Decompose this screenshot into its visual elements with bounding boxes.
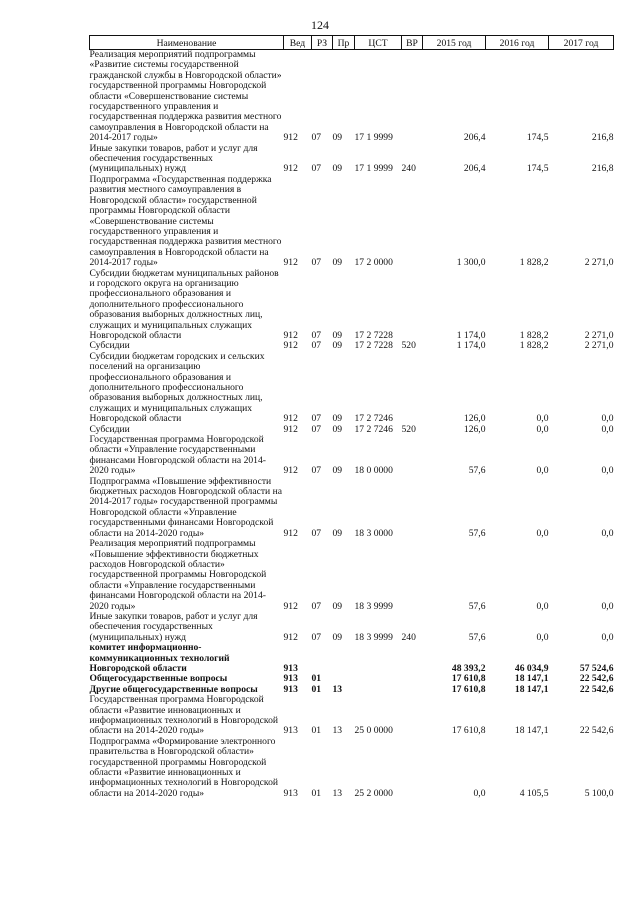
table-row [90,643,614,674]
table-row [90,477,614,539]
table-row [90,50,614,144]
row-cst-cell: 17 2 7228 [354,340,393,352]
row-ved-cell: 912 [283,465,298,477]
row-2015-cell: 1 174,0 [456,340,486,352]
row-rz-cell: 07 [311,527,322,539]
row-ved-cell: 913 [283,725,298,737]
row-2015-cell: 57,6 [468,631,486,643]
row-2016-cell: 18 147,1 [514,683,549,695]
row-2016-cell: 1 828,2 [519,257,549,269]
row-2015-cell: 17 610,8 [451,683,486,695]
row-2016-cell: 0,0 [536,631,549,643]
row-2017-cell: 22 542,6 [579,683,614,695]
row-vr-cell: 520 [401,340,416,352]
row-2015-cell: 1 174,0 [456,329,486,341]
row-2017-cell: 0,0 [601,423,614,435]
row-2015-cell: 17 610,8 [451,673,486,685]
row-vr-cell [402,539,423,612]
row-cst-cell [355,674,402,684]
row-2016-cell: 0,0 [536,423,549,435]
row-2015-cell: 206,4 [463,163,486,175]
row-rz-cell: 01 [311,673,322,685]
row-pr-cell: 13 [332,787,343,799]
row-name-cell: Подпрограмма «Формирование электронного правительства в Новгородской области» государственной программы Новгородской области «Развитие инновационных и информационных технологий в Новгородской области на 2014-2020 годы» [89,735,279,799]
row-ved-cell: 912 [283,631,298,643]
row-2015-cell: 57,6 [468,600,486,612]
col-header-2016: 2016 год [486,36,549,50]
row-vr-cell [402,352,423,425]
row-2016-cell: 0,0 [536,465,549,477]
row-pr-cell: 09 [332,527,343,539]
row-vr-cell [402,685,423,695]
row-2016-cell: 1 828,2 [519,329,549,341]
row-2017-cell: 0,0 [601,527,614,539]
row-pr-cell: 09 [332,631,343,643]
row-cst-cell [355,643,402,674]
row-2017-cell: 0,0 [601,600,614,612]
row-ved-cell: 912 [283,329,298,341]
col-header-cst: ЦСТ [355,36,402,50]
row-rz-cell: 07 [311,329,322,341]
row-2016-cell: 0,0 [536,527,549,539]
table-row [90,352,614,425]
row-vr-cell [402,175,423,269]
row-2015-cell: 126,0 [463,423,486,435]
col-header-vr: ВР [402,36,423,50]
row-2016-cell: 174,5 [526,163,549,175]
row-ved-cell: 912 [283,527,298,539]
row-2017-cell: 22 542,6 [579,673,614,685]
col-header-rz: РЗ [312,36,333,50]
row-pr-cell: 09 [332,340,343,352]
row-2016-cell: 0,0 [536,413,549,425]
row-2016-cell: 1 828,2 [519,340,549,352]
row-cst-cell: 18 3 0000 [354,527,393,539]
row-pr-cell [333,643,355,674]
col-header-2015: 2015 год [423,36,486,50]
row-rz-cell: 07 [311,465,322,477]
row-vr-cell [402,674,423,684]
row-pr-cell: 09 [332,600,343,612]
row-2017-cell: 2 271,0 [584,340,614,352]
row-pr-cell: 09 [332,257,343,269]
row-name-cell: Реализация мероприятий подпрограммы «Повышение эффективности бюджетных расходов Новгородской области» государственной программы Новгородской области «Управление государственными финансами Новгородской области на 2014-2020 годы» [89,538,267,612]
row-pr-cell: 09 [332,413,343,425]
row-vr-cell [402,477,423,539]
row-rz-cell: 07 [311,631,322,643]
row-name-cell: Общегосударственные вопросы [89,673,228,685]
row-name-cell: Субсидии бюджетам городских и сельских поселений на организацию профессионального образования и дополнительного профессионального образования выборных должностных лиц, служащих и муниципальных служащих Новгородской области [89,350,265,425]
row-2017-cell: 5 100,0 [584,787,614,799]
row-cst-cell: 18 3 9999 [354,600,393,612]
row-2017-cell: 0,0 [601,465,614,477]
col-header-name: Наименование [90,36,284,50]
row-ved-cell: 912 [283,423,298,435]
row-2015-cell: 0,0 [473,787,486,799]
row-cst-cell: 17 2 0000 [354,257,393,269]
row-name-cell: Государственная программа Новгородской области «Развитие инновационных и информационных технологий в Новгородской области на 2014-2020 годы» [89,694,279,737]
row-vr-cell [402,435,423,477]
row-2017-cell: 0,0 [601,631,614,643]
row-name-cell: Субсидии бюджетам муниципальных районов и городского округа на организацию профессионального образования и дополнительного профессионального образования выборных должностных лиц, служащих и муниципальных служащих Новгородской области [89,267,279,341]
row-rz-cell: 07 [311,600,322,612]
row-name-cell: комитет информационно-коммуникационных технологий Новгородской области [89,642,230,674]
table-row [90,539,614,612]
row-pr-cell: 09 [332,329,343,341]
row-rz-cell: 07 [311,423,322,435]
row-vr-cell [402,269,423,342]
row-ved-cell: 912 [283,163,298,175]
row-2017-cell: 2 271,0 [584,257,614,269]
table-row [90,737,614,799]
table-row [90,435,614,477]
table-header-row [90,36,614,50]
row-2016-cell: 0,0 [536,600,549,612]
row-2015-cell: 48 393,2 [451,662,486,674]
row-vr-cell [402,737,423,799]
row-2017-cell: 216,8 [591,132,614,144]
row-vr-cell [402,643,423,674]
row-cst-cell: 18 3 9999 [354,631,393,643]
row-2015-cell: 126,0 [463,413,486,425]
row-2017-cell: 57 524,6 [579,662,614,674]
row-cst-cell: 17 2 7228 [354,329,393,341]
row-name-cell: Иные закупки товаров, работ и услуг для обеспечения государственных (муниципальных) нужд [89,142,258,175]
col-header-ved: Вед [284,36,312,50]
row-name-cell: Иные закупки товаров, работ и услуг для обеспечения государственных (муниципальных) нужд [89,610,258,643]
row-cst-cell [355,685,402,695]
row-cst-cell: 18 0 0000 [354,465,393,477]
row-2017-cell: 22 542,6 [579,725,614,737]
row-ved-cell: 912 [283,600,298,612]
row-2016-cell: 18 147,1 [514,725,549,737]
row-2015-cell: 1 300,0 [456,257,486,269]
budget-table [89,35,614,799]
row-cst-cell: 17 1 9999 [354,132,393,144]
row-2015-cell: 17 610,8 [451,725,486,737]
row-ved-cell: 913 [283,787,298,799]
row-rz-cell: 07 [311,257,322,269]
row-name-cell: Подпрограмма «Повышение эффективности бюджетных расходов Новгородской области на 2014-2017 годы» государственной программы Новгородской области «Управление государственными финансами Новгородской области на 2014-2020 годы» [89,475,282,539]
row-ved-cell: 912 [283,257,298,269]
row-2015-cell: 206,4 [463,132,486,144]
row-2016-cell: 18 147,1 [514,673,549,685]
row-2015-cell: 57,6 [468,465,486,477]
row-rz-cell: 07 [311,340,322,352]
row-vr-cell: 240 [401,631,416,643]
row-ved-cell: 913 [283,662,298,674]
row-2015-cell: 57,6 [468,527,486,539]
row-rz-cell: 01 [311,787,322,799]
row-2017-cell: 2 271,0 [584,329,614,341]
row-rz-cell: 01 [311,725,322,737]
row-vr-cell: 520 [401,423,416,435]
row-cst-cell: 17 1 9999 [354,163,393,175]
row-pr-cell: 13 [332,725,343,737]
row-pr-cell: 09 [332,465,343,477]
row-rz-cell [312,643,333,674]
col-header-pr: Пр [333,36,355,50]
row-2016-cell: 4 105,5 [519,787,549,799]
table-row [90,612,614,643]
table-row [90,175,614,269]
row-ved-cell: 912 [283,340,298,352]
row-pr-cell: 09 [332,423,343,435]
row-vr-cell [402,695,423,737]
row-name-cell: Государственная программа Новгородской области «Управление государственными финансами Новгородской области на 2014-2020 годы» [89,434,266,477]
row-name-cell: Реализация мероприятий подпрограммы «Развитие системы государственной гражданской службы в Новгородской области» государственной программы Новгородской области «Совершенствование системы государственного управления и государственная поддержка развития местного самоуправления в Новгородской области на 2014-2017 годы» [89,49,282,144]
row-cst-cell: 25 2 0000 [354,787,393,799]
row-2016-cell: 174,5 [526,132,549,144]
col-header-2017: 2017 год [549,36,614,50]
row-pr-cell: 09 [332,132,343,144]
table-row [90,695,614,737]
page-number: 124 [311,18,329,32]
table-body [90,50,614,800]
row-vr-cell [402,50,423,144]
row-name-cell: Субсидии [89,423,130,435]
row-pr-cell: 09 [332,163,343,175]
row-2016-cell: 46 034,9 [514,662,549,674]
table-row [90,269,614,342]
row-2017-cell: 0,0 [601,413,614,425]
table-row [90,144,614,175]
row-ved-cell: 913 [283,673,298,685]
row-cst-cell: 17 2 7246 [354,423,393,435]
row-rz-cell: 07 [311,132,322,144]
row-2017-cell: 216,8 [591,163,614,175]
row-cst-cell: 25 0 0000 [354,725,393,737]
row-rz-cell: 07 [311,413,322,425]
row-ved-cell: 913 [283,683,298,695]
row-rz-cell: 07 [311,163,322,175]
row-name-cell: Подпрограмма «Государственная поддержка развития местного самоуправления в Новгородской области» государственной программы Новгородской области «Совершенствование системы государственного управления и государственная поддержка развития местного самоуправления в Новгородской области на 2014-2017 годы» [89,173,282,269]
row-name-cell: Другие общегосударственные вопросы [89,683,258,695]
row-ved-cell: 912 [283,132,298,144]
row-vr-cell: 240 [401,163,416,175]
row-name-cell: Субсидии [89,340,130,352]
row-ved-cell: 912 [283,413,298,425]
row-pr-cell: 13 [332,683,343,695]
row-cst-cell: 17 2 7246 [354,413,393,425]
row-rz-cell: 01 [311,683,322,695]
